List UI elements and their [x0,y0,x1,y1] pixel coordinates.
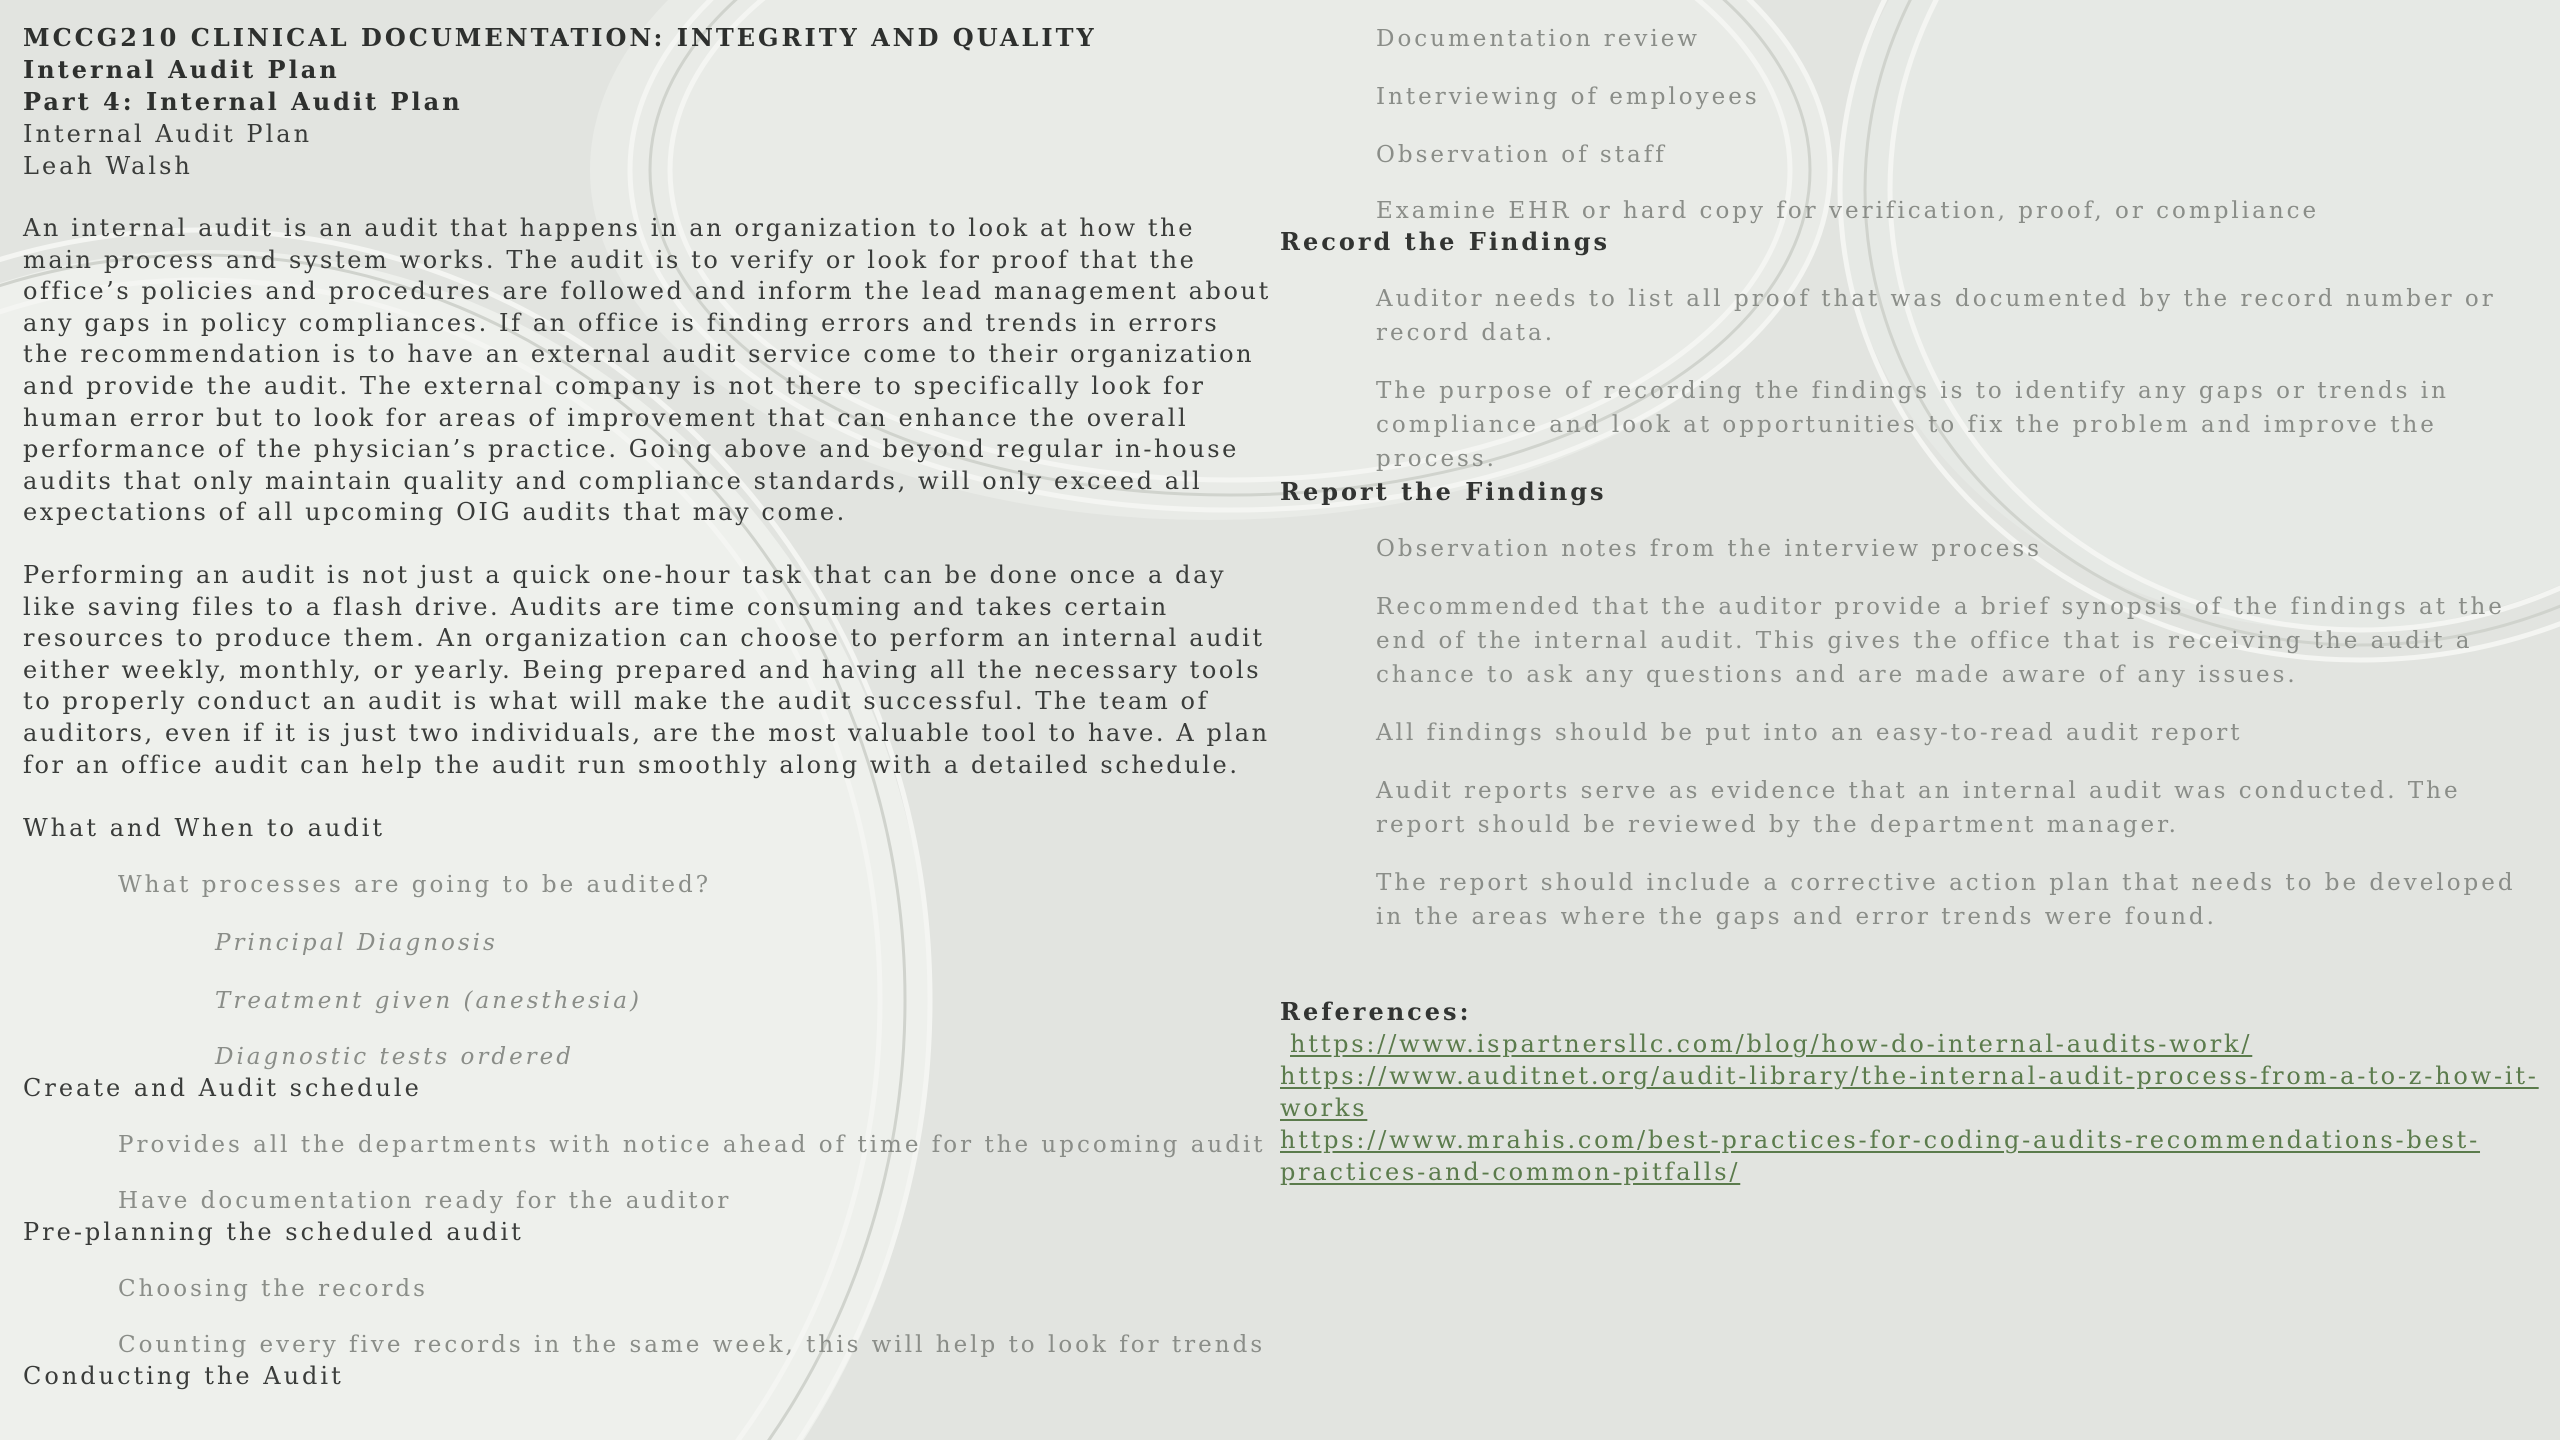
section-heading-report: Report the Findings [1280,477,1607,506]
course-title: MCCG210 CLINICAL DOCUMENTATION: INTEGRITY AND QUALITY [23,23,1097,52]
right-column [1280,22,2540,1188]
list-item: Examine EHR or hard copy for verification, proof, or compliance [1376,198,2320,224]
references-heading: References: [1280,997,1472,1026]
list-item: All findings should be put into an easy-to-read audit report [1376,720,2243,746]
list-item: Choosing the records [118,1276,428,1303]
section-heading-what-when: What and When to audit [23,814,386,843]
left-column [23,22,1273,1392]
reference-link-1[interactable]: https://www.ispartnersllc.com/blog/how-do-internal-audits-work/ [1290,1030,2253,1058]
list-item: Documentation review [1376,26,1700,52]
part-title: Part 4: Internal Audit Plan [23,87,463,116]
list-item: The report should include a corrective action plan that needs to be developed in the areas where the gaps and error trends were found. [1376,870,2516,930]
author-name: Leah Walsh [23,152,193,180]
reference-link-3[interactable]: https://www.mrahis.com/best-practices-for-coding-audits-recommendations-best-practices-and-common-pitfalls/ [1280,1126,2481,1186]
list-item: Have documentation ready for the auditor [118,1188,732,1215]
list-item: Observation notes from the interview process [1376,536,2042,562]
list-item: Principal Diagnosis [215,930,498,957]
section-heading-conducting: Conducting the Audit [23,1362,344,1391]
document-subtitle: Internal Audit Plan [23,120,313,148]
document-title: Internal Audit Plan [23,55,340,84]
list-item: Treatment given (anesthesia) [215,988,642,1015]
intro-paragraph-1: An internal audit is an audit that happens in an organization to look at how the main process and system works. The audit is to verify or look for proof that the office’s policies and procedures are followed and inform the lead management about any gaps in policy compliances. If an office is finding errors and trends in errors the recommendation is to have an external audit service come to their organization and provide the audit. The external company is not there to specifically look for human error but to look for areas of improvement that can enhance the overall performance of the physician’s practice. Going above and beyond regular in-house audits that only maintain quality and compliance standards, will only exceed all expectations of all upcoming OIG audits that may come. [23,214,1271,527]
list-item: Observation of staff [1376,142,1667,168]
list-item: Auditor needs to list all proof that was documented by the record number or record data. [1376,286,2496,346]
list-item: Audit reports serve as evidence that an internal audit was conducted. The report should be reviewed by the department manager. [1376,778,2461,838]
intro-paragraph-2: Performing an audit is not just a quick one-hour task that can be done once a day like saving files to a flash drive. Audits are time consuming and takes certain resources to produce them. An organization can choose to perform an internal audit either weekly, monthly, or yearly. Being prepared and having all the necessary tools to properly conduct an audit is what will make the audit successful. The team of auditors, even if it is just two individuals, are the most valuable tool to have. A plan for an office audit can help the audit run smoothly along with a detailed schedule. [23,560,1270,779]
section-heading-record: Record the Findings [1280,227,1611,256]
list-item: Interviewing of employees [1376,84,1760,110]
section-heading-schedule: Create and Audit schedule [23,1074,422,1103]
list-item: Counting every five records in the same week, this will help to look for trends [118,1332,1266,1359]
list-item: Provides all the departments with notice ahead of time for the upcoming audit [118,1132,1266,1159]
list-item: Diagnostic tests ordered [215,1044,575,1071]
section-heading-preplanning: Pre-planning the scheduled audit [23,1218,524,1247]
reference-link-2[interactable]: https://www.auditnet.org/audit-library/the-internal-audit-process-from-a-to-z-how-it-works [1280,1062,2539,1122]
list-item: What processes are going to be audited? [118,872,712,899]
list-item: The purpose of recording the findings is to identify any gaps or trends in compliance and look at opportunities to fix the problem and improve the process. [1376,378,2449,472]
list-item: Recommended that the auditor provide a brief synopsis of the findings at the end of the internal audit. This gives the office that is receiving the audit a chance to ask any questions and are made aware of any issues. [1376,594,2505,688]
